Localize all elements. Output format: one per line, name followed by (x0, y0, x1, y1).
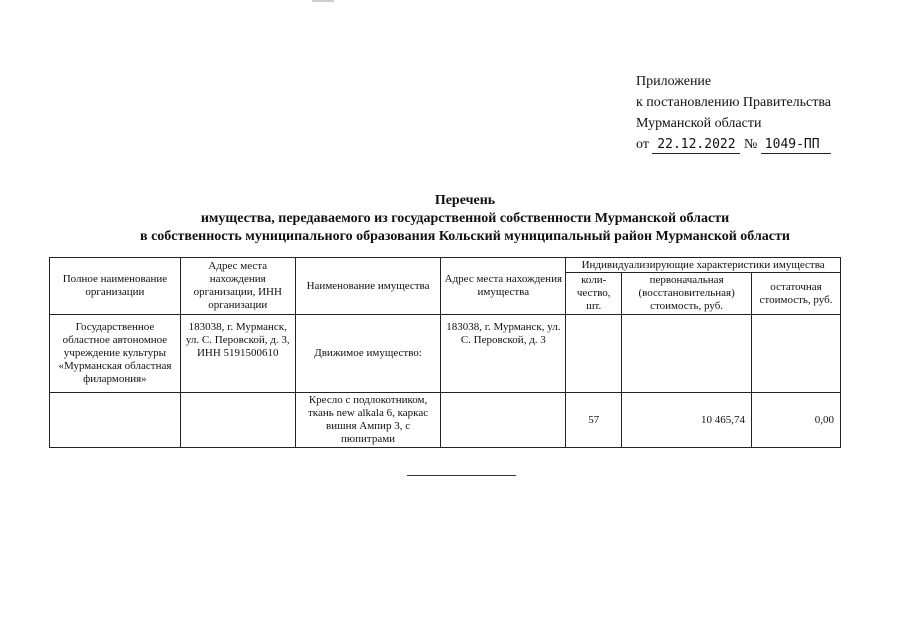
residual-cost-cell (752, 315, 841, 393)
scan-mark (312, 0, 334, 2)
title-line-1: Перечень (434, 193, 496, 208)
title-line-2: имущества, передаваемого из государственной собственности Мурманской области (200, 211, 730, 226)
property-address-cell (441, 393, 566, 448)
initial-cost-cell (622, 315, 752, 393)
property-address-cell: 183038, г. Мурманск, ул. С. Перовской, д. 3 (441, 315, 566, 393)
header-quantity: коли-чество, шт. (566, 273, 622, 315)
org-name-cell (50, 393, 181, 448)
property-table (49, 257, 841, 448)
header-residual-cost: остаточная стоимость, руб. (752, 273, 841, 315)
property-name-cell: Кресло с подлокотником, ткань new alkala 6, каркас вишня Ампир 3, с пюпитрами (295, 393, 441, 448)
resolution-number: 1049-ПП (761, 137, 831, 154)
header-property-name: Наименование имущества (295, 258, 441, 315)
initial-cost-cell: 10 465,74 (622, 393, 752, 448)
title-line-3: в собственность муниципального образования Кольский муниципальный район Мурманской области (140, 229, 790, 244)
residual-cost-cell: 0,00 (752, 393, 841, 448)
quantity-cell (566, 315, 622, 393)
resolution-date: 22.12.2022 (652, 137, 740, 154)
header-property-address: Адрес места нахождения имущества (441, 258, 566, 315)
header-initial-cost: первоначальная (восстановительная) стоимость, руб. (622, 273, 752, 315)
document-title (0, 192, 905, 246)
org-address-cell: 183038, г. Мурманск, ул. С. Перовской, д. 3, ИНН 5191500610 (180, 315, 295, 393)
appendix-line-1: Приложение (636, 74, 712, 89)
table-row (50, 393, 841, 448)
header-characteristics: Индивидуализирующие характеристики имущества (566, 258, 841, 273)
appendix-date-line (636, 134, 831, 155)
appendix-line-3: Мурманской области (636, 116, 762, 131)
table-row (50, 315, 841, 393)
from-label: от (636, 137, 649, 152)
closing-divider (407, 475, 516, 476)
header-org-name: Полное наименование организации (50, 258, 181, 315)
property-name-cell: Движимое имущество: (295, 315, 441, 393)
appendix-line-2: к постановлению Правительства (636, 95, 832, 110)
org-name-cell: Государственное областное автономное учреждение культуры «Мурманская областная филармония» (50, 315, 181, 393)
appendix-block (636, 71, 831, 155)
org-address-cell (180, 393, 295, 448)
quantity-cell: 57 (566, 393, 622, 448)
number-label: № (743, 137, 758, 152)
header-row-1 (50, 258, 841, 273)
header-org-address: Адрес места нахождения организации, ИНН организации (180, 258, 295, 315)
